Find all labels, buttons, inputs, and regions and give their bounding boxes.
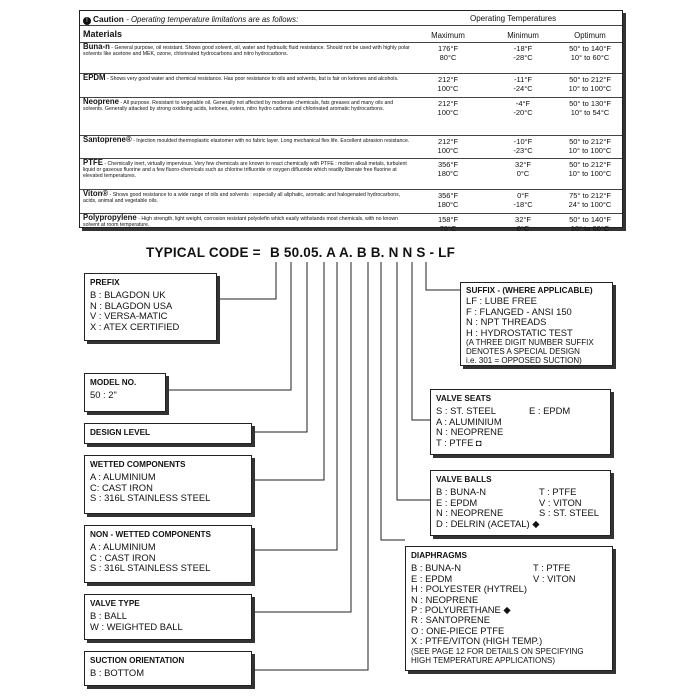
line-valve-seats: [412, 262, 430, 420]
suffix-item: F : FLANGED - ANSI 150: [466, 305, 572, 317]
suffix-item: H : HYDROSTATIC TEST: [466, 326, 573, 338]
valve-type-box: [84, 594, 252, 640]
suffix-item: LF : LUBE FREE: [466, 295, 537, 307]
valve-seats-item: E : EPDM: [529, 405, 571, 417]
line-valve-balls: [397, 262, 430, 500]
prefix-title: PREFIX: [90, 278, 120, 287]
min-temp: -4°F -20°C: [513, 99, 533, 117]
suction-title: SUCTION ORIENTATION: [90, 656, 185, 665]
material-text: - General purpose, oil resistant. Shows good solvent, oil, water and hydraulic fluid resistance. Should not be used with highly polar solvents like acetone and MEK, ozone, chlorinated hydrocarbons and nitro hydrocarbons.: [83, 45, 410, 58]
model-title: MODEL NO.: [90, 378, 137, 387]
optimum-temp: 50° to 130°F 10° to 54°C: [569, 99, 611, 117]
suffix-note: DENOTES A SPECIAL DESIGN: [466, 347, 580, 357]
line-design: [250, 262, 307, 432]
caution-title: ! Caution - Operating temperature limitations are as follows:: [83, 14, 298, 25]
prefix-item: B : BLAGDON UK: [90, 289, 166, 301]
line-valve-type: [250, 262, 351, 612]
line-prefix: [215, 262, 276, 299]
diaphragms-box: [405, 546, 613, 671]
valve-balls-title: VALVE BALLS: [436, 475, 492, 484]
valve-balls-item: E : EPDM: [436, 496, 478, 508]
prefix-box: [84, 273, 217, 341]
operating-temperatures-header: Operating Temperatures: [470, 14, 557, 23]
optimum-temp: 50° to 212°F 10° to 100°C: [568, 137, 612, 155]
design-level-title: DESIGN LEVEL: [90, 428, 151, 437]
diaphragms-item: X : PTFE/VITON (HIGH TEMP.): [411, 635, 543, 647]
min-temp: -10°F -23°C: [513, 137, 533, 155]
valve-seats-item: T : PTFE ◘: [436, 436, 482, 448]
material-name: Santoprene®: [83, 135, 132, 144]
nonwetted-item: A : ALUMINIUM: [90, 541, 156, 553]
material-text: - High strength, light weight, corrosion resistant polyolefin which easily withstands most chemicals, with no known solvent at room temperature.: [83, 216, 398, 229]
valve-seats-item: N : NEOPRENE: [436, 426, 504, 438]
suffix-title: SUFFIX - (WHERE APPLICABLE): [466, 286, 593, 295]
line-suffix: [426, 262, 460, 290]
maximum-header: Maximum: [431, 31, 465, 40]
valve-seats-box: [430, 389, 611, 455]
min-temp: 32°F 0°C: [515, 160, 531, 178]
diaphragms-item: B : BUNA-N: [411, 562, 462, 574]
suffix-item: N : NPT THREADS: [466, 316, 547, 328]
non-wetted-components-box: [84, 525, 252, 583]
diaphragms-item: N : NEOPRENE: [411, 593, 479, 605]
valve-balls-item: V : VITON: [539, 496, 582, 508]
diaphragms-item: R : SANTOPRENE: [411, 614, 491, 626]
diaphragms-item: V : VITON: [533, 572, 576, 584]
wetted-title: WETTED COMPONENTS: [90, 460, 186, 469]
max-temp: 176°F 80°C: [437, 44, 459, 62]
valve-balls-box: [430, 470, 611, 536]
prefix-item: N : BLAGDON USA: [90, 299, 173, 311]
nonwetted-item: C : CAST IRON: [90, 551, 156, 563]
typical-code-label: TYPICAL CODE =: [146, 245, 261, 260]
valve-balls-item: N : NEOPRENE: [436, 507, 504, 519]
prefix-item: V : VERSA-MATIC: [90, 310, 168, 322]
diaphragms-note: HIGH TEMPERATURE APPLICATIONS): [411, 655, 556, 665]
suffix-note: (A THREE DIGIT NUMBER SUFFIX: [466, 338, 594, 348]
suffix-box: [460, 282, 613, 366]
suction-item: B : BOTTOM: [90, 667, 144, 679]
valve-balls-item: B : BUNA-N: [436, 486, 487, 498]
material-name: Neoprene: [83, 97, 119, 106]
design-level-box: [84, 423, 252, 444]
diaphragms-item: O : ONE-PIECE PTFE: [411, 624, 505, 636]
diaphragms-note: (SEE PAGE 12 FOR DETAILS ON SPECIFYING: [411, 646, 584, 656]
valve-balls-item: T : PTFE: [539, 486, 577, 498]
wetted-item: C: CAST IRON: [90, 481, 153, 493]
valve-type-item: W : WEIGHTED BALL: [90, 620, 183, 632]
material-text: - Shows very good water and chemical resistance. Has poor resistance to oils and solvents, but is fair on ketones and alcohols.: [105, 76, 399, 82]
optimum-temp: 50° to 212°F 10° to 100°C: [568, 160, 612, 178]
materials-header: Materials: [83, 29, 123, 39]
minimum-header: Minimum: [507, 31, 539, 40]
material-name: PTFE: [83, 158, 103, 167]
wetted-item: A : ALUMINIUM: [90, 471, 156, 483]
valve-type-title: VALVE TYPE: [90, 599, 140, 608]
diaphragms-item: H : POLYESTER (HYTREL): [411, 583, 527, 595]
valve-balls-item: S : ST. STEEL: [539, 507, 599, 519]
model-box: [84, 373, 166, 412]
nonwetted-item: S : 316L STAINLESS STEEL: [90, 562, 211, 574]
valve-type-item: B : BALL: [90, 610, 128, 622]
valve-balls-item: D : DELRIN (ACETAL) ◆: [436, 517, 540, 529]
max-temp: 212°F 100°C: [437, 137, 459, 155]
material-text: - Injection moulded thermoplastic elastomer with no fabric layer. Long mechanical flex life. Excellent abrasion resistance.: [131, 138, 410, 144]
diaphragms-item: T : PTFE: [533, 562, 571, 574]
wetted-components-box: [84, 455, 252, 514]
material-text: - Shows good resistance to a wide range of oils and solvents : especially all aliphatic, aromatic and halogenated hydrocarbons, acids, animal and vegetable oils.: [83, 192, 401, 205]
max-temp: 212°F 100°C: [437, 99, 459, 117]
material-text: - Chemically inert, virtually impervious. Very few chemicals are known to react chemically with PTFE : molten alkali metals, turbulent liquid or gaseous fluorine and a few fluoro-chemicals such as chlorine trifluoride or oxygen difluoride which readily liberate free fluorine at elevated temperatures.: [83, 161, 407, 180]
min-temp: 0°F -18°C: [513, 191, 533, 209]
valve-seats-item: S : ST. STEEL: [436, 405, 496, 417]
valve-seats-title: VALVE SEATS: [436, 394, 492, 403]
optimum-temp: 50° to 140°F 10° to 60°C: [569, 44, 611, 62]
diaphragms-item: E : EPDM: [411, 572, 453, 584]
max-temp: 356°F 180°C: [437, 191, 459, 209]
material-name: Polypropylene: [83, 213, 137, 222]
material-name: EPDM: [83, 73, 106, 82]
min-temp: 32°F 0°C: [515, 215, 531, 233]
valve-seats-item: A : ALUMINIUM: [436, 415, 502, 427]
material-name: Viton®: [83, 189, 109, 198]
line-diaphragms: [381, 262, 405, 540]
max-temp: 158°F 70°C: [437, 215, 459, 233]
suffix-note: i.e. 301 = OPPOSED SUCTION): [466, 356, 582, 366]
optimum-temp: 50° to 140°F 10° to 60°C: [569, 215, 611, 233]
line-wetted: [250, 262, 324, 480]
line-suction: [250, 262, 368, 670]
diaphragms-title: DIAPHRAGMS: [411, 551, 467, 560]
typical-code-value: B 50.05. A A. B B. N N S - LF: [270, 245, 456, 260]
prefix-item: X : ATEX CERTIFIED: [90, 320, 180, 332]
max-temp: 356°F 180°C: [437, 160, 459, 178]
min-temp: -11°F -24°C: [513, 75, 533, 93]
caution-icon: !: [83, 17, 91, 25]
optimum-temp: 75° to 212°F 24° to 100°C: [568, 191, 612, 209]
material-name: Buna-n: [83, 42, 110, 51]
model-item: 50 : 2": [90, 389, 117, 401]
optimum-temp: 50° to 212°F 10° to 100°C: [568, 75, 612, 93]
min-temp: -18°F -28°C: [513, 44, 533, 62]
suction-orientation-box: [84, 651, 252, 686]
optimum-header: Optimum: [574, 31, 606, 40]
diaphragms-item: P : POLYURETHANE ◆: [411, 604, 511, 616]
wetted-item: S : 316L STAINLESS STEEL: [90, 492, 211, 504]
nonwetted-title: NON - WETTED COMPONENTS: [90, 530, 211, 539]
max-temp: 212°F 100°C: [437, 75, 459, 93]
material-text: - All purpose. Resistant to vegetable oil. Generally not affected by moderate chemicals, fats greases and many oils and solvents. Generally attacked by strong oxidising acids, ketones, esters, nitro hydro carbons and chlorinated aromatic hydrocarbons.: [83, 100, 394, 113]
